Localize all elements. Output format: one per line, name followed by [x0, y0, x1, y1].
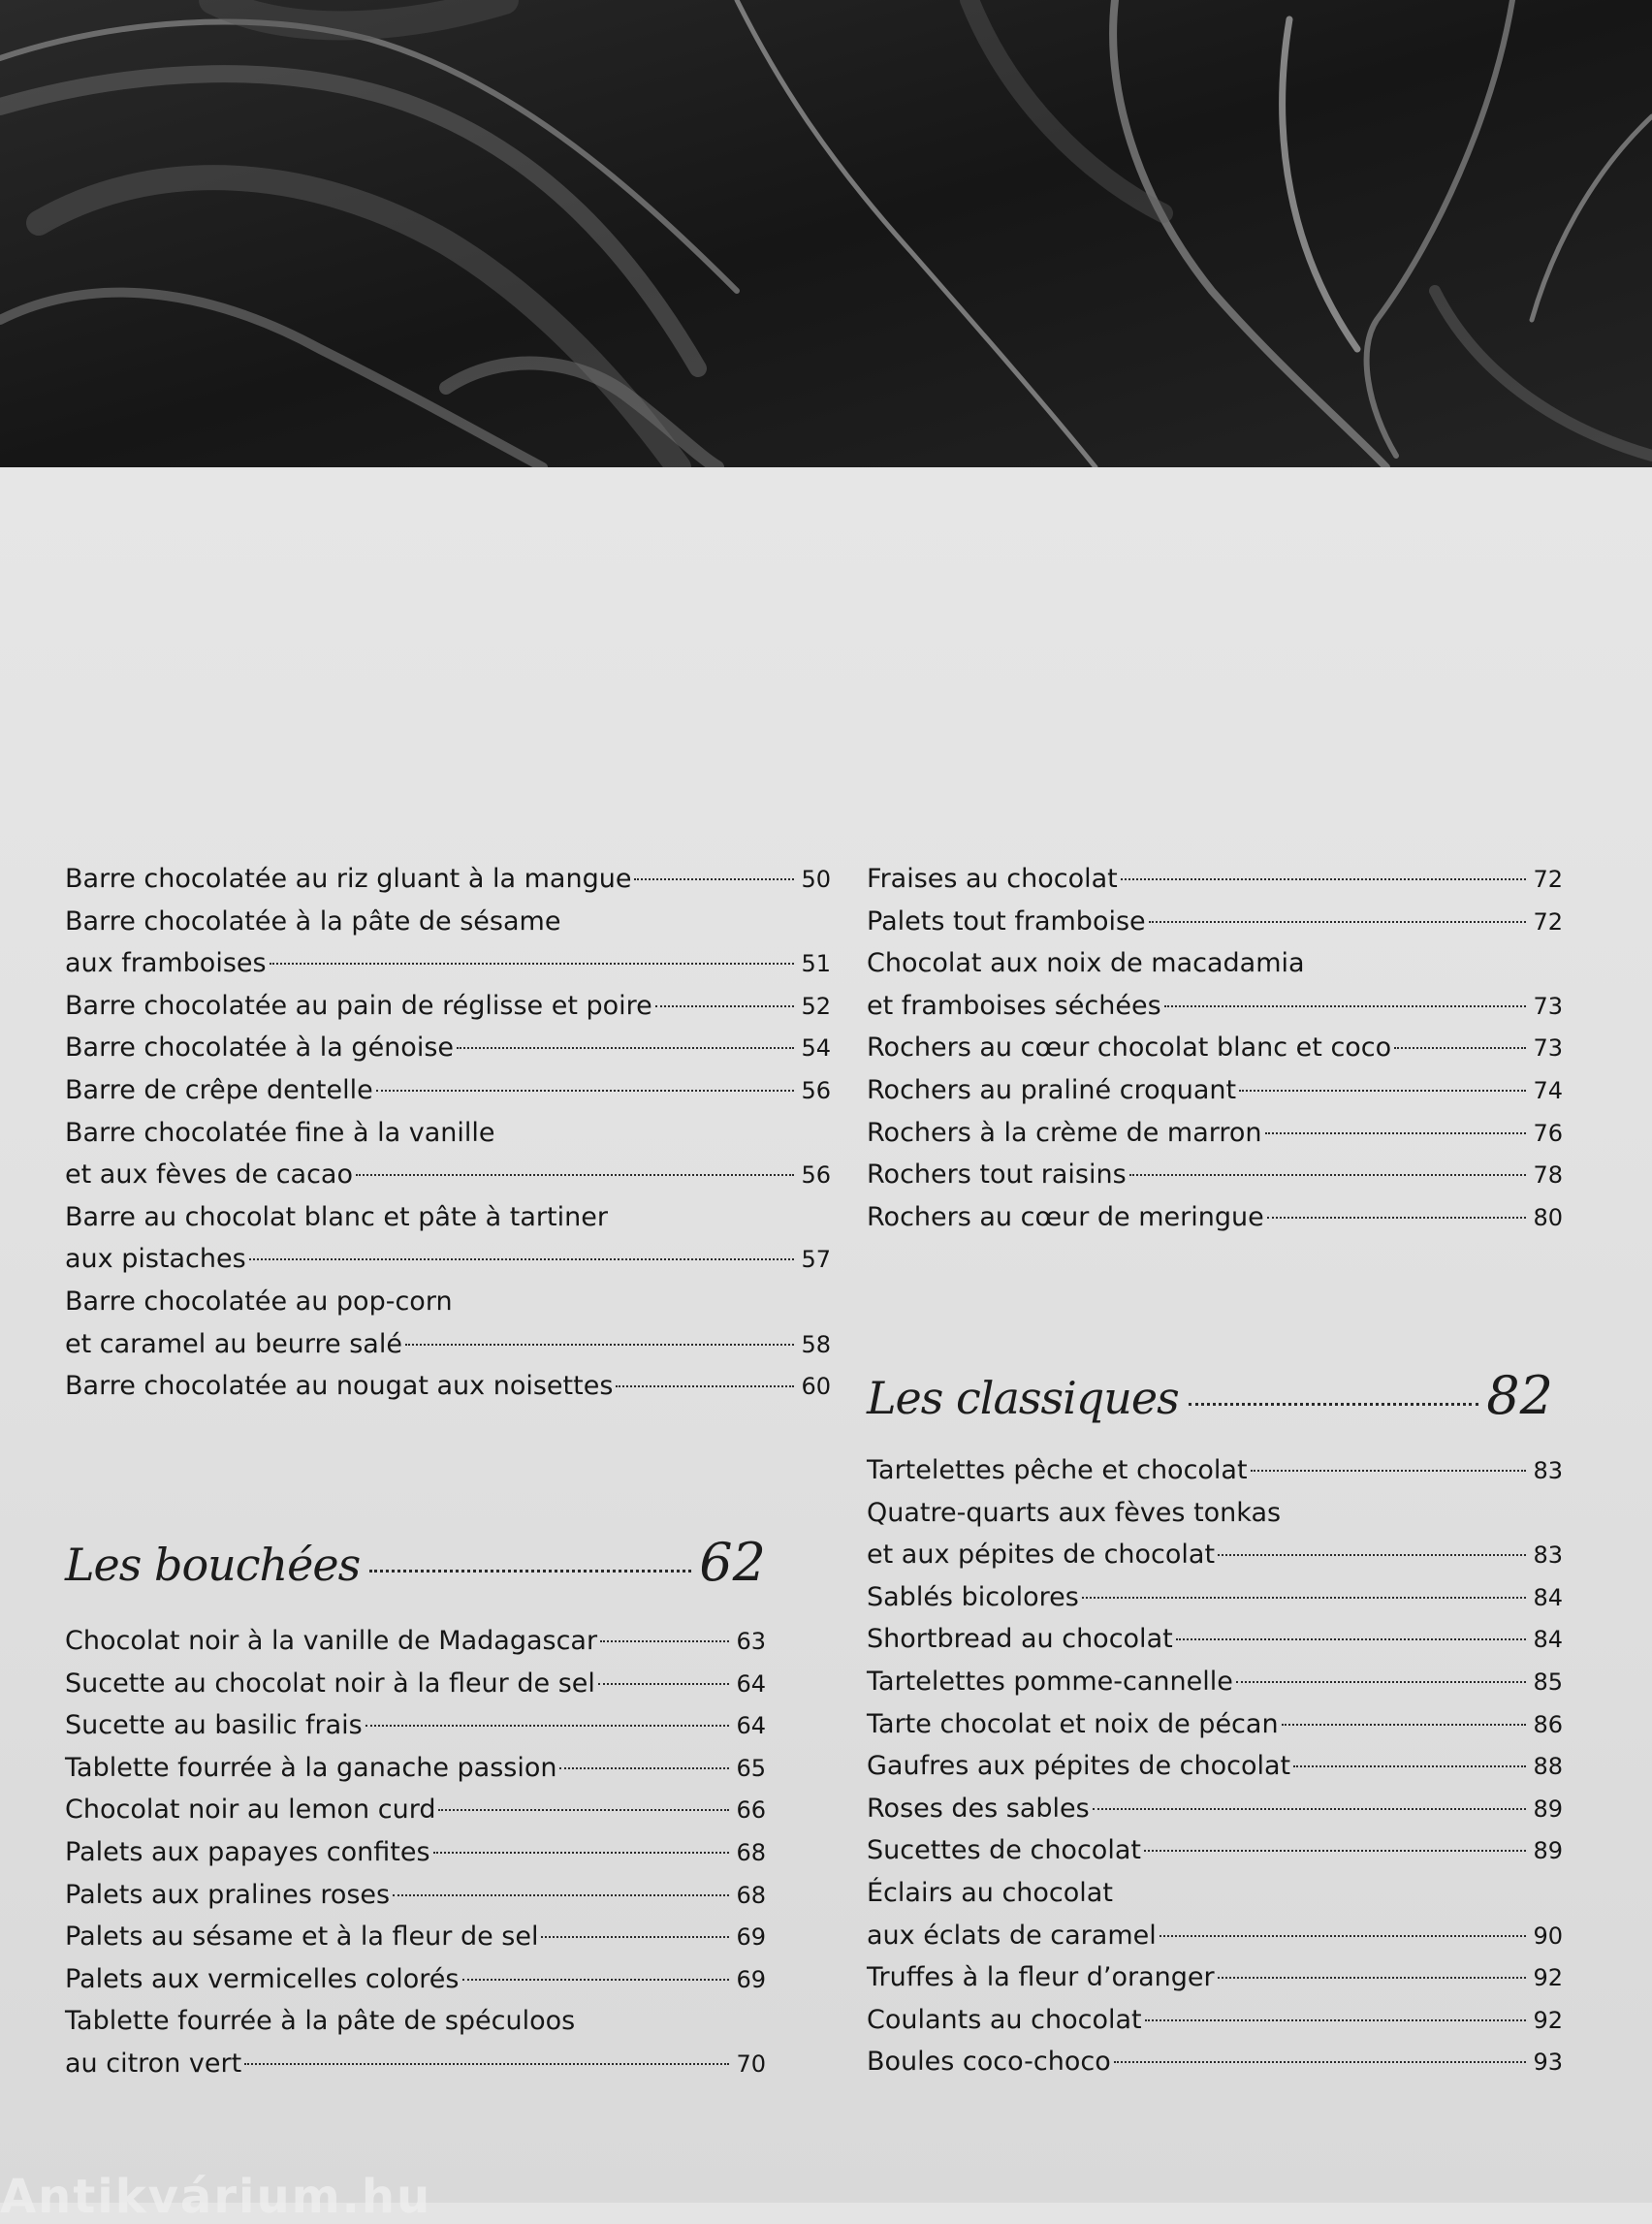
entry-page: 65 [736, 1754, 766, 1782]
entry-page: 84 [1533, 1626, 1563, 1654]
entry-page: 83 [1533, 1541, 1563, 1570]
toc-entry[interactable] [65, 1789, 766, 1831]
entry-page: 89 [1533, 1795, 1563, 1823]
entry-title: Sucette au basilic frais [65, 1710, 363, 1741]
entry-title: Barre chocolatée à la génoise [65, 1033, 454, 1064]
toc-left-column [65, 858, 831, 1408]
toc-entry[interactable] [867, 1999, 1563, 2042]
toc-entry[interactable] [867, 1196, 1563, 1239]
toc-entry[interactable] [65, 1916, 766, 1958]
dot-leader [616, 1385, 794, 1387]
toc-entry[interactable] [867, 1492, 1563, 1576]
entry-title: Rochers à la crème de marron [867, 1117, 1262, 1148]
toc-entry[interactable] [65, 2000, 766, 2084]
entry-title: Barre chocolatée au riz gluant à la mangue [65, 864, 632, 894]
dot-leader [541, 1936, 729, 1938]
toc-entry[interactable] [867, 858, 1563, 901]
entry-page: 52 [801, 992, 831, 1020]
entry-title: Barre chocolatée au nougat aux noisettes [65, 1371, 614, 1402]
dot-leader [1265, 1132, 1526, 1134]
toc-entry[interactable] [867, 1829, 1563, 1872]
dot-leader [1144, 1850, 1526, 1852]
entry-page: 70 [736, 2049, 766, 2078]
dot-leader [1218, 1554, 1526, 1556]
toc-entry[interactable] [867, 1112, 1563, 1155]
toc-entry[interactable] [867, 942, 1563, 1027]
dot-leader [376, 1090, 794, 1092]
entry-page: 89 [1533, 1837, 1563, 1865]
dot-leader [1189, 1403, 1479, 1406]
entry-page: 50 [801, 866, 831, 893]
toc-entry[interactable] [65, 1281, 831, 1365]
dot-leader [1176, 1638, 1526, 1640]
entry-page: 60 [801, 1373, 831, 1401]
entry-title: Palets tout framboise [867, 905, 1146, 937]
section-heading-classiques[interactable] [867, 1365, 1553, 1426]
entry-title: Barre chocolatée au pop-corn [65, 1286, 453, 1317]
toc-entry[interactable] [867, 1788, 1563, 1830]
entry-title: Tartelettes pomme-cannelle [867, 1666, 1233, 1697]
entry-title: Roses des sables [867, 1793, 1090, 1824]
entry-title-cont: aux framboises [65, 948, 267, 979]
entry-title: Fraises au chocolat [867, 864, 1118, 894]
toc-entry[interactable] [867, 1703, 1563, 1746]
entry-page: 76 [1533, 1119, 1563, 1147]
dot-leader [655, 1005, 794, 1007]
dot-leader [1145, 2019, 1526, 2021]
dot-leader [1114, 2061, 1526, 2063]
toc-entry[interactable] [65, 1365, 831, 1408]
toc-entry[interactable] [65, 1112, 831, 1196]
entry-page: 64 [736, 1712, 766, 1740]
toc-entry[interactable] [65, 1069, 831, 1112]
entry-title-cont: et aux fèves de cacao [65, 1160, 353, 1191]
chocolate-swirl-banner [0, 0, 1652, 467]
toc-entry[interactable] [867, 1872, 1563, 1956]
entry-title: Tablette fourrée à la pâte de spéculoos [65, 2006, 576, 2037]
entry-title: Coulants au chocolat [867, 2004, 1142, 2035]
entry-title-cont: et aux pépites de chocolat [867, 1540, 1216, 1571]
toc-entry[interactable] [65, 1831, 766, 1874]
entry-page: 56 [801, 1076, 831, 1104]
entry-title: Palets aux papayes confites [65, 1836, 430, 1867]
entry-page: 73 [1533, 1034, 1563, 1063]
entry-title-cont: au citron vert [65, 2048, 242, 2079]
dot-leader [1129, 1174, 1526, 1176]
entry-title: Rochers tout raisins [867, 1160, 1127, 1191]
dot-leader [457, 1047, 794, 1049]
entry-title: Éclairs au chocolat [867, 1877, 1113, 1908]
toc-entry[interactable] [65, 1620, 766, 1663]
entry-title: Barre chocolatée fine à la vanille [65, 1117, 495, 1148]
toc-right-column [867, 858, 1563, 1238]
toc-entry[interactable] [867, 1661, 1563, 1703]
entry-page: 66 [736, 1796, 766, 1825]
toc-entry[interactable] [867, 1154, 1563, 1196]
entry-title-cont: et framboises séchées [867, 990, 1161, 1021]
entry-title: Chocolat noir à la vanille de Madagascar [65, 1626, 598, 1656]
entry-title: Tarte chocolat et noix de pécan [867, 1708, 1279, 1739]
entry-page: 68 [736, 1838, 766, 1866]
toc-entry[interactable] [867, 1618, 1563, 1661]
toc-entry[interactable] [65, 901, 831, 985]
entry-page: 88 [1533, 1753, 1563, 1781]
entry-title: Shortbread au chocolat [867, 1624, 1173, 1655]
dot-leader [1121, 878, 1526, 880]
dot-leader [249, 1258, 794, 1260]
entry-page: 73 [1533, 992, 1563, 1020]
dot-leader [600, 1640, 729, 1642]
dot-leader [1164, 1005, 1526, 1007]
dot-leader [1082, 1597, 1526, 1599]
toc-entry[interactable] [867, 1745, 1563, 1788]
toc-entry[interactable] [867, 1069, 1563, 1112]
dot-leader [244, 2063, 729, 2065]
dot-leader [270, 963, 794, 965]
toc-entry[interactable] [65, 858, 831, 901]
entry-title: Palets aux pralines roses [65, 1879, 391, 1910]
entry-title: Palets au sésame et à la fleur de sel [65, 1922, 539, 1953]
toc-entry[interactable] [65, 1663, 766, 1705]
entry-page: 90 [1533, 1922, 1563, 1950]
dot-leader [598, 1683, 729, 1685]
section-page: 82 [1486, 1365, 1553, 1426]
section-heading-bouchees[interactable] [65, 1532, 766, 1593]
toc-entry[interactable] [867, 1027, 1563, 1069]
toc-entry[interactable] [867, 2041, 1563, 2083]
entry-page: 58 [801, 1330, 831, 1358]
entry-title: Sablés bicolores [867, 1581, 1079, 1612]
dot-leader [365, 1725, 729, 1727]
entry-page: 93 [1533, 2049, 1563, 2077]
entry-page: 80 [1533, 1203, 1563, 1231]
entry-page: 72 [1533, 866, 1563, 893]
entry-page: 74 [1533, 1076, 1563, 1104]
toc-classiques-list [867, 1449, 1563, 2083]
dot-leader [438, 1809, 729, 1811]
swirl-pattern-image [0, 0, 1652, 467]
toc-entry[interactable] [65, 1747, 766, 1790]
entry-title: Chocolat aux noix de macadamia [867, 948, 1305, 979]
section-page: 62 [699, 1532, 766, 1593]
entry-title: Palets aux vermicelles colorés [65, 1963, 460, 1994]
entry-title: Boules coco-choco [867, 2047, 1111, 2078]
entry-title: Tablette fourrée à la ganache passion [65, 1752, 557, 1783]
entry-page: 68 [736, 1881, 766, 1909]
entry-title: Truffes à la fleur d’oranger [867, 1962, 1215, 1993]
entry-title: Barre de crêpe dentelle [65, 1074, 373, 1105]
toc-bouchees-list [65, 1620, 766, 2085]
entry-page: 69 [736, 1965, 766, 1993]
entry-title: Tartelettes pêche et chocolat [867, 1455, 1248, 1485]
entry-title: Quatre-quarts aux fèves tonkas [867, 1497, 1282, 1528]
dot-leader [369, 1570, 691, 1573]
entry-page: 56 [801, 1161, 831, 1190]
entry-title-cont: aux éclats de caramel [867, 1920, 1157, 1951]
entry-title: Sucettes de chocolat [867, 1835, 1141, 1866]
entry-page: 78 [1533, 1161, 1563, 1190]
toc-entry[interactable] [65, 1958, 766, 2001]
dot-leader [1267, 1217, 1526, 1219]
toc-entry[interactable] [65, 1874, 766, 1917]
dot-leader [1282, 1724, 1526, 1726]
entry-title: Rochers au cœur de meringue [867, 1201, 1264, 1232]
entry-page: 92 [1533, 1964, 1563, 1992]
entry-title: Barre chocolatée à la pâte de sésame [65, 905, 561, 937]
toc-entry[interactable] [65, 985, 831, 1028]
dot-leader [1160, 1935, 1526, 1937]
toc-entry[interactable] [867, 1956, 1563, 1999]
entry-page: 86 [1533, 1710, 1563, 1738]
entry-page: 85 [1533, 1668, 1563, 1696]
dot-leader [559, 1767, 729, 1769]
dot-leader [1293, 1765, 1526, 1767]
section-title: Les classiques [867, 1372, 1179, 1424]
entry-page: 84 [1533, 1583, 1563, 1611]
dot-leader [1394, 1047, 1526, 1049]
dot-leader [462, 1979, 730, 1981]
dot-leader [1236, 1681, 1526, 1683]
entry-title-cont: et caramel au beurre salé [65, 1328, 402, 1359]
dot-leader [1239, 1090, 1526, 1092]
entry-title: Rochers au cœur chocolat blanc et coco [867, 1033, 1392, 1064]
dot-leader [1149, 921, 1526, 923]
entry-title: Chocolat noir au lemon curd [65, 1795, 436, 1826]
entry-title: Gaufres aux pépites de chocolat [867, 1751, 1291, 1782]
watermark: Antikvárium.hu [0, 2170, 432, 2224]
entry-page: 72 [1533, 907, 1563, 936]
entry-page: 83 [1533, 1457, 1563, 1484]
entry-page: 54 [801, 1034, 831, 1063]
section-title: Les bouchées [65, 1539, 361, 1591]
entry-page: 69 [736, 1923, 766, 1952]
entry-title: Sucette au chocolat noir à la fleur de sel [65, 1668, 595, 1699]
entry-page: 51 [801, 950, 831, 978]
dot-leader [1251, 1470, 1526, 1472]
toc-entry[interactable] [867, 1576, 1563, 1619]
entry-page: 92 [1533, 2006, 1563, 2034]
entry-title: Barre chocolatée au pain de réglisse et poire [65, 990, 652, 1021]
toc-entry[interactable] [867, 901, 1563, 943]
toc-entry[interactable] [867, 1449, 1563, 1492]
entry-page: 57 [801, 1246, 831, 1274]
dot-leader [1093, 1808, 1526, 1810]
entry-page: 63 [736, 1628, 766, 1655]
dot-leader [393, 1894, 729, 1896]
dot-leader [405, 1344, 794, 1346]
toc-entry[interactable] [65, 1196, 831, 1281]
dot-leader [634, 878, 794, 880]
entry-title-cont: aux pistaches [65, 1244, 246, 1275]
toc-entry[interactable] [65, 1027, 831, 1069]
entry-page: 64 [736, 1669, 766, 1698]
dot-leader [433, 1852, 729, 1854]
dot-leader [1218, 1977, 1526, 1979]
toc-entry[interactable] [65, 1704, 766, 1747]
entry-title: Rochers au praliné croquant [867, 1074, 1237, 1105]
dot-leader [356, 1174, 794, 1176]
entry-title: Barre au chocolat blanc et pâte à tartiner [65, 1201, 608, 1232]
